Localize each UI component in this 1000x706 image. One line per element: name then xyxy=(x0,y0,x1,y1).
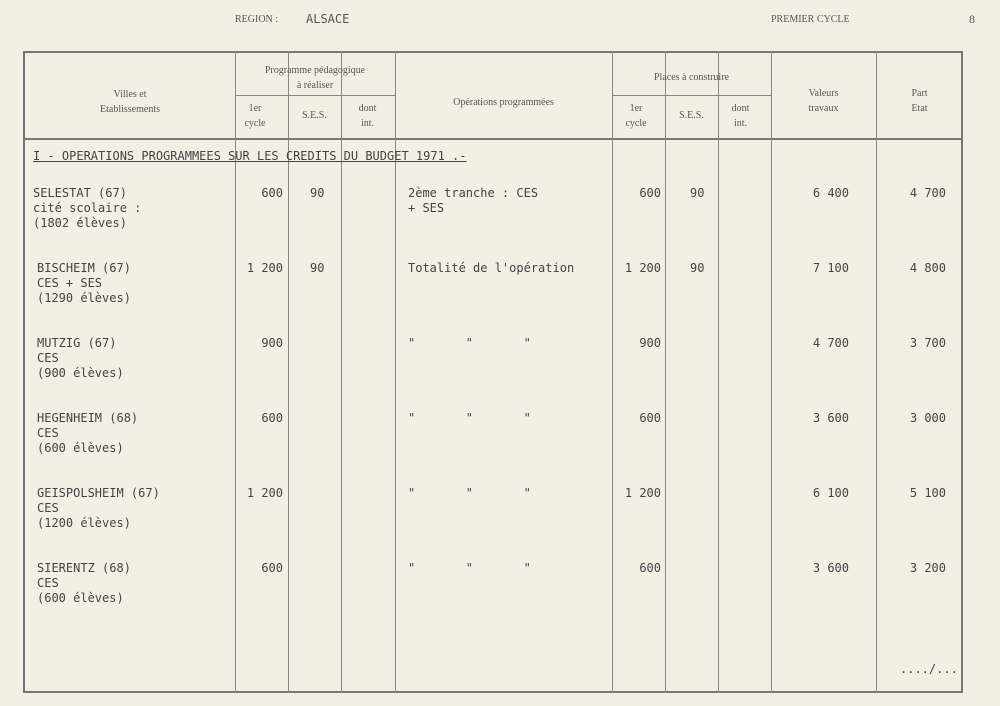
prog-1er-cell: 1 200 xyxy=(246,261,283,275)
places-1er-cell: 1 200 xyxy=(624,261,661,275)
col-header-prog-ses: S.E.S. xyxy=(302,110,327,121)
ville-cell: GEISPOLSHEIM (67) CES (1200 élèves) xyxy=(37,486,160,530)
places-1er-cell: 900 xyxy=(639,336,661,350)
col-divider xyxy=(395,51,396,693)
col-divider xyxy=(876,51,877,693)
region-name: ALSACE xyxy=(306,12,350,26)
table-frame xyxy=(23,51,963,693)
col-header-villes: Villes et Etablissements xyxy=(100,89,160,115)
part-cell: 4 800 xyxy=(909,261,946,275)
valeurs-cell: 3 600 xyxy=(812,411,849,425)
col-divider xyxy=(718,51,719,693)
subheader-rule xyxy=(612,95,771,96)
col-divider xyxy=(665,51,666,693)
part-cell: 3 000 xyxy=(909,411,946,425)
prog-1er-cell: 600 xyxy=(261,186,283,200)
ville-cell: MUTZIG (67) CES (900 élèves) xyxy=(37,336,124,380)
col-header-places-1er: 1er cycle xyxy=(625,103,647,129)
col-header-part: Part Etat xyxy=(911,88,928,114)
prog-1er-cell: 600 xyxy=(261,411,283,425)
part-cell: 3 200 xyxy=(909,561,946,575)
col-header-places-ses: S.E.S. xyxy=(679,110,704,121)
part-cell: 3 700 xyxy=(909,336,946,350)
valeurs-cell: 7 100 xyxy=(812,261,849,275)
continuation-mark: ..../... xyxy=(900,662,958,676)
ville-cell: HEGENHEIM (68) CES (600 élèves) xyxy=(37,411,139,455)
prog-1er-cell: 600 xyxy=(261,561,283,575)
places-1er-cell: 600 xyxy=(639,561,661,575)
places-1er-cell: 600 xyxy=(639,411,661,425)
subheader-rule xyxy=(235,95,395,96)
places-1er-cell: 600 xyxy=(639,186,661,200)
prog-ses-cell: 90 xyxy=(310,261,325,275)
header-bottom-rule xyxy=(23,138,963,140)
prog-ses-cell: 90 xyxy=(310,186,325,200)
part-cell: 5 100 xyxy=(909,486,946,500)
col-divider xyxy=(235,51,236,693)
operation-cell: " " " xyxy=(408,561,531,575)
operation-cell: 2ème tranche : CES + SES xyxy=(408,186,539,215)
col-divider xyxy=(612,51,613,693)
prog-1er-cell: 1 200 xyxy=(246,486,283,500)
col-header-prog-1er: 1er cycle xyxy=(244,103,266,129)
col-divider xyxy=(341,51,342,693)
valeurs-cell: 6 400 xyxy=(812,186,849,200)
operation-cell: " " " xyxy=(408,486,531,500)
page-number: 8 xyxy=(969,12,975,26)
operation-cell: " " " xyxy=(408,411,531,425)
col-header-operations: Opérations programmées xyxy=(453,97,554,108)
places-ses-cell: 90 xyxy=(690,261,705,275)
col-header-places-dont: dont int. xyxy=(731,103,750,129)
col-header-prog-dont: dont int. xyxy=(358,103,377,129)
operation-cell: " " " xyxy=(408,336,531,350)
cycle-title: PREMIER CYCLE xyxy=(771,14,850,25)
section-title: I - OPERATIONS PROGRAMMEES SUR LES CREDITS DU BUDGET 1971 .- xyxy=(33,149,467,163)
ville-cell: BISCHEIM (67) CES + SES (1290 élèves) xyxy=(37,261,131,305)
ville-cell: SIERENTZ (68) CES (600 élèves) xyxy=(37,561,131,605)
col-header-programme: Programme pédagogique à réaliser xyxy=(264,65,366,91)
col-header-places: Places à construire xyxy=(654,72,729,83)
ville-cell: SELESTAT (67) cité scolaire : (1802 élèves) xyxy=(33,186,142,230)
places-ses-cell: 90 xyxy=(690,186,705,200)
places-1er-cell: 1 200 xyxy=(624,486,661,500)
valeurs-cell: 3 600 xyxy=(812,561,849,575)
valeurs-cell: 6 100 xyxy=(812,486,849,500)
part-cell: 4 700 xyxy=(909,186,946,200)
valeurs-cell: 4 700 xyxy=(812,336,849,350)
prog-1er-cell: 900 xyxy=(261,336,283,350)
col-divider xyxy=(288,51,289,693)
operation-cell: Totalité de l'opération xyxy=(408,261,575,275)
col-header-valeurs: Valeurs travaux xyxy=(808,88,839,114)
region-label: REGION : xyxy=(235,14,279,25)
col-divider xyxy=(771,51,772,693)
